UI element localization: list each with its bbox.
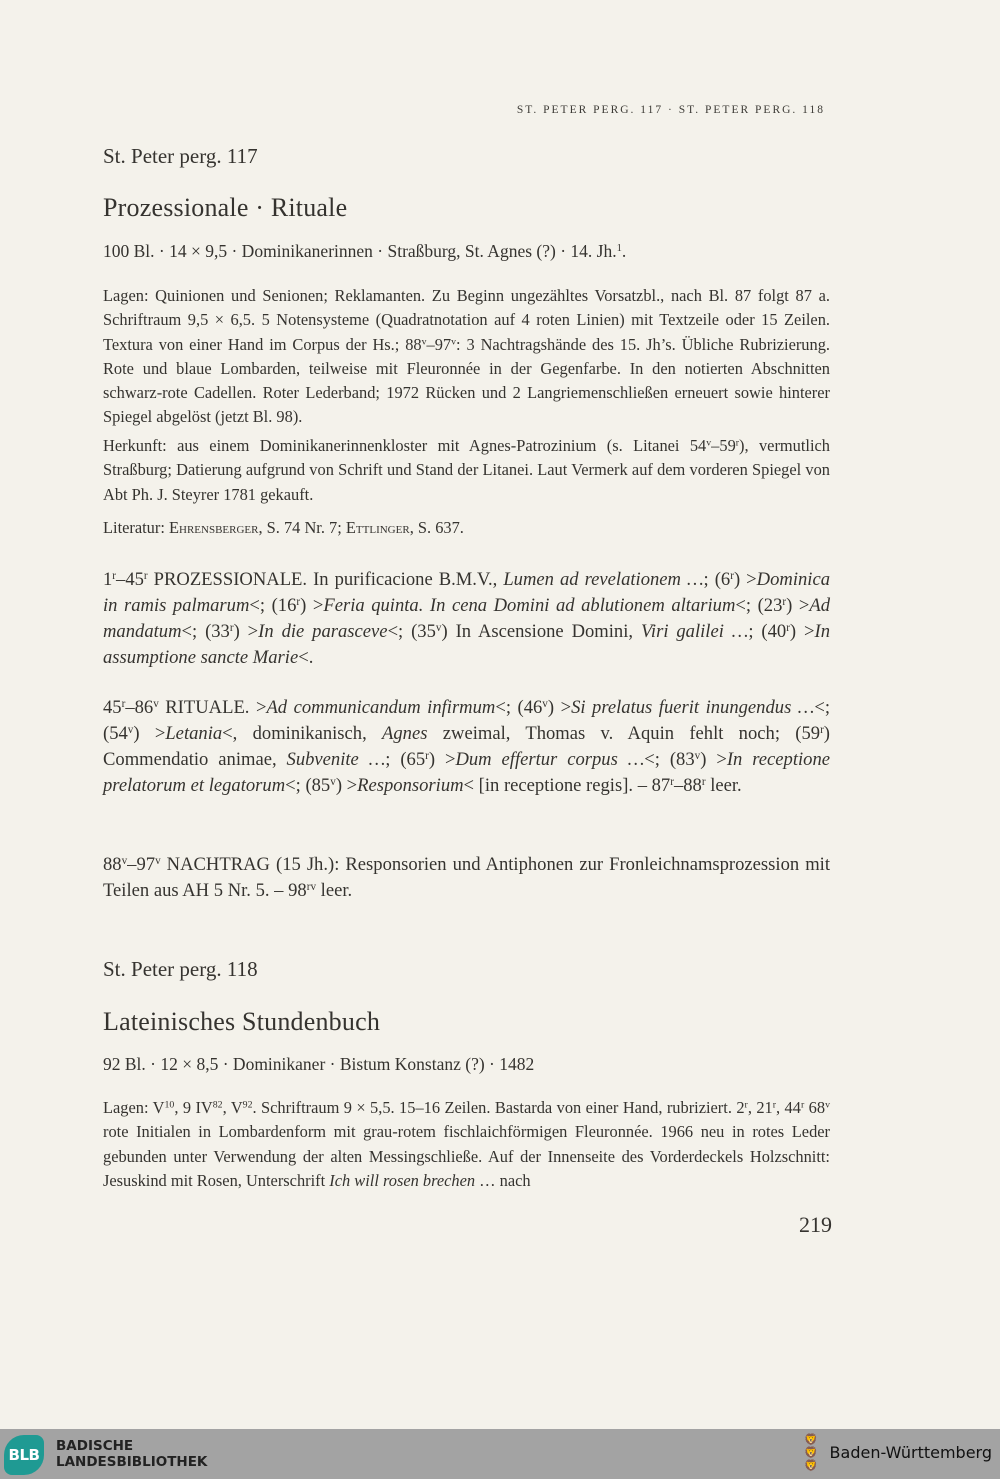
- superscript: r: [730, 569, 734, 582]
- text-run: –45: [116, 569, 144, 590]
- text-run: <; (46: [495, 697, 543, 718]
- italic-text: Ad communicandum infirmum: [266, 697, 496, 718]
- text-run: <; (16: [249, 595, 297, 616]
- text-run: ) >: [133, 723, 166, 744]
- italic-text: Letania: [165, 723, 223, 744]
- library-name-line2: LANDESBIBLIOTHEK: [56, 1454, 208, 1470]
- text-run: <; (23: [735, 595, 783, 616]
- superscript: v: [542, 697, 548, 710]
- shelfmark-117: St. Peter perg. 117: [103, 144, 258, 168]
- author-name: Ettlinger: [345, 518, 410, 537]
- entry-meta-118: [103, 1054, 830, 1075]
- superscript: v: [121, 854, 128, 867]
- text-run: , 9 IV: [174, 1098, 213, 1117]
- text-run: ) >: [233, 621, 259, 642]
- superscript: r: [121, 697, 126, 710]
- blb-logo[interactable]: BLB: [4, 1435, 44, 1475]
- superscript: v: [435, 621, 442, 634]
- text-run: –59: [711, 436, 736, 455]
- entry-meta-117: [103, 241, 830, 262]
- superscript: 10: [164, 1099, 175, 1111]
- superscript: r: [782, 595, 787, 608]
- text-run: ) Commendatio animae,: [103, 723, 830, 770]
- italic-text: In receptione prelatorum et legatorum: [103, 749, 830, 796]
- superscript: v: [155, 854, 161, 867]
- italic-text: Agnes: [382, 723, 428, 744]
- text-run: .: [621, 241, 627, 261]
- italic-text: In die parasceve: [258, 621, 388, 642]
- text-run: <; (85: [285, 775, 331, 796]
- italic-text: Dum effertur corpus …: [455, 749, 645, 770]
- superscript: r: [701, 775, 706, 788]
- text-run: , V: [222, 1098, 243, 1117]
- text-run: ) >: [786, 595, 810, 616]
- text-run: 100 Bl. · 14 × 9,5 · Dominikanerinnen · Straßburg, St. Agnes (?) · 14. Jh.: [103, 241, 617, 261]
- italic-text: Feria quinta. In cena Domini ad ablutionem altarium: [323, 595, 736, 616]
- text-run: <, dominikanisch,: [222, 723, 383, 744]
- text-run: … nach: [475, 1170, 531, 1190]
- text-run: , S. 637.: [409, 518, 464, 537]
- superscript: rv: [306, 880, 317, 893]
- superscript: r: [772, 1099, 777, 1111]
- text-run: 68: [804, 1098, 826, 1117]
- text-run: NACHTRAG (15 Jh.): Responsorien und Antiphonen zur Fronleichnamsprozession mit Teilen aus AH 5 Nr. 5. – 98: [103, 854, 830, 901]
- text-run: , 21: [747, 1098, 773, 1117]
- superscript: r: [229, 621, 234, 634]
- text-run: 92 Bl. · 12 × 8,5 · Dominikaner · Bistum Konstanz (?) · 1482: [103, 1054, 535, 1074]
- text-run: ), vermutlich Straßburg; Datierung aufgrund von Schrift und Stand der Litanei. Laut Vermerk auf dem vorderen Spiegel von Abt Ph. J. Steyrer 1781 gekauft.: [103, 436, 830, 504]
- text-run: leer.: [705, 775, 742, 796]
- text-run: –97: [127, 854, 156, 875]
- text-run: –97: [426, 334, 452, 354]
- italic-text: Dominica in ramis palmarum: [103, 569, 831, 616]
- superscript: v: [706, 437, 712, 449]
- lions-crest-icon: 🦁 🦁 🦁: [804, 1434, 818, 1472]
- author-name: Ehrensberger: [169, 518, 259, 537]
- text-run: <; (35: [387, 621, 436, 642]
- text-run: 88: [103, 854, 122, 875]
- text-run: ; (6: [703, 569, 731, 590]
- paragraph: [103, 516, 830, 540]
- footer-bar: [0, 1429, 1000, 1479]
- superscript: 82: [212, 1099, 223, 1111]
- library-name-line1: BADISCHE: [56, 1438, 134, 1454]
- text-run: ) >: [733, 569, 757, 590]
- italic-text: In assumptione sancte Marie: [103, 621, 831, 668]
- state-name[interactable]: Baden-Württemberg: [829, 1443, 992, 1462]
- text-run: <; (54: [103, 697, 831, 744]
- superscript: r: [735, 437, 740, 449]
- italic-text: Lumen ad revelationem …: [503, 569, 704, 590]
- superscript: r: [296, 595, 301, 608]
- text-run: , 44: [776, 1098, 801, 1117]
- text-run: RITUALE. >: [158, 697, 267, 718]
- superscript: v: [127, 723, 134, 736]
- paragraph: [103, 695, 830, 799]
- paragraph: [103, 284, 830, 430]
- superscript: r: [820, 723, 824, 736]
- text-run: ) >: [547, 697, 572, 718]
- text-run: : 3 Nachtragshände des 15. Jh’s. Übliche Rubrizierung. Rote und blaue Lombarden, teilweise mit Fleuronnée in der Gegenfarbe. In den notierten Abschnitten schwarz-rote Cadellen. Roter Lederband; 1972 Rücken und 2 Langriemenschließen erneuert sowie hinterer Spiegel abgelöst (jetzt Bl. 98).: [103, 334, 830, 427]
- italic-text: Ad mandatum: [103, 595, 830, 642]
- superscript: r: [786, 621, 790, 634]
- superscript: v: [330, 775, 336, 788]
- paragraph: [103, 567, 830, 671]
- running-head: ST. PETER PERG. 117 · ST. PETER PERG. 118: [516, 104, 825, 116]
- text-run: . Schriftraum 9 × 5,5. 15–16 Zeilen. Bastarda von einer Hand, rubriziert. 2: [252, 1098, 745, 1117]
- text-run: <; (33: [181, 621, 230, 642]
- superscript: r: [670, 775, 674, 788]
- text-run: zweimal, Thomas v. Aquin fehlt noch; (59: [427, 723, 821, 744]
- text-run: ) >: [335, 775, 358, 796]
- library-name[interactable]: [56, 1438, 207, 1470]
- superscript: r: [744, 1099, 748, 1111]
- italic-text: Responsorium: [357, 775, 464, 796]
- text-run: Lagen: Quinionen und Senionen; Reklamanten. Zu Beginn ungezähltes Vorsatzbl., nach Bl. 87 folgt 87 a. Schriftraum 9,5 × 6,5. 5 Notensysteme (Quadratnotation auf 4 roten Linien) mit Textzeile oder 15 Zeilen. Textura von einer Hand im Corpus der Hs.; 88: [103, 286, 830, 354]
- entry-title-117: Prozessionale · Rituale: [103, 193, 348, 222]
- text-run: –86: [125, 697, 154, 718]
- italic-text: Si prelatus fuerit inungendus …: [571, 697, 815, 718]
- text-run: ) In Ascensione Domini,: [441, 621, 641, 642]
- text-run: Herkunft: aus einem Dominikanerinnenkloster mit Agnes-Patrozinium (s. Litanei 54: [103, 436, 707, 455]
- superscript: v: [451, 336, 457, 348]
- superscript: 1: [616, 243, 622, 255]
- paragraph: [103, 852, 830, 904]
- text-run: 45: [103, 697, 122, 718]
- text-run: rote Initialen in Lombardenform mit grau-rotem fischlaichförmigen Fleuronnée. 1966 neu in rotes Leder gebunden unter Verwendung der alten Messingschließe. Auf der Innenseite des Vorderdeckels Holzschnitt: Jesuskind mit Rosen, Unterschrift: [103, 1122, 830, 1190]
- superscript: v: [421, 336, 427, 348]
- text-run: –88: [673, 775, 702, 796]
- superscript: v: [825, 1099, 830, 1111]
- superscript: 92: [242, 1099, 253, 1111]
- text-run: 1: [103, 569, 113, 590]
- superscript: v: [694, 749, 701, 762]
- paragraph: [103, 434, 830, 507]
- superscript: r: [800, 1099, 805, 1111]
- text-run: leer.: [316, 880, 353, 901]
- paragraph: [103, 1096, 830, 1193]
- entry-title-118: Lateinisches Stundenbuch: [103, 1007, 381, 1036]
- text-run: < [in receptione regis]. – 87: [463, 775, 671, 796]
- text-run: ) >: [300, 595, 324, 616]
- superscript: r: [112, 569, 117, 582]
- superscript: v: [153, 697, 159, 710]
- text-run: Literatur:: [103, 518, 169, 537]
- text-run: ; (65: [385, 749, 426, 770]
- superscript: r: [425, 749, 429, 762]
- text-run: <.: [298, 647, 314, 668]
- text-run: <; (83: [644, 749, 695, 770]
- page-number: 219: [799, 1212, 832, 1237]
- text-run: ; (40: [748, 621, 787, 642]
- italic-text: Viri galilei …: [640, 621, 749, 642]
- italic-text: Subvenite …: [286, 749, 386, 770]
- text-run: Lagen: V: [103, 1098, 165, 1117]
- text-run: ) >: [789, 621, 815, 642]
- text-run: PROZESSIONALE. In purificacione B.M.V.,: [147, 569, 504, 590]
- text-run: , S. 74 Nr. 7;: [258, 518, 346, 537]
- superscript: r: [143, 569, 148, 582]
- text-run: ) >: [700, 749, 727, 770]
- italic-text: Ich will rosen brechen: [329, 1170, 476, 1190]
- text-run: ) >: [428, 749, 456, 770]
- shelfmark-118: St. Peter perg. 118: [103, 957, 258, 981]
